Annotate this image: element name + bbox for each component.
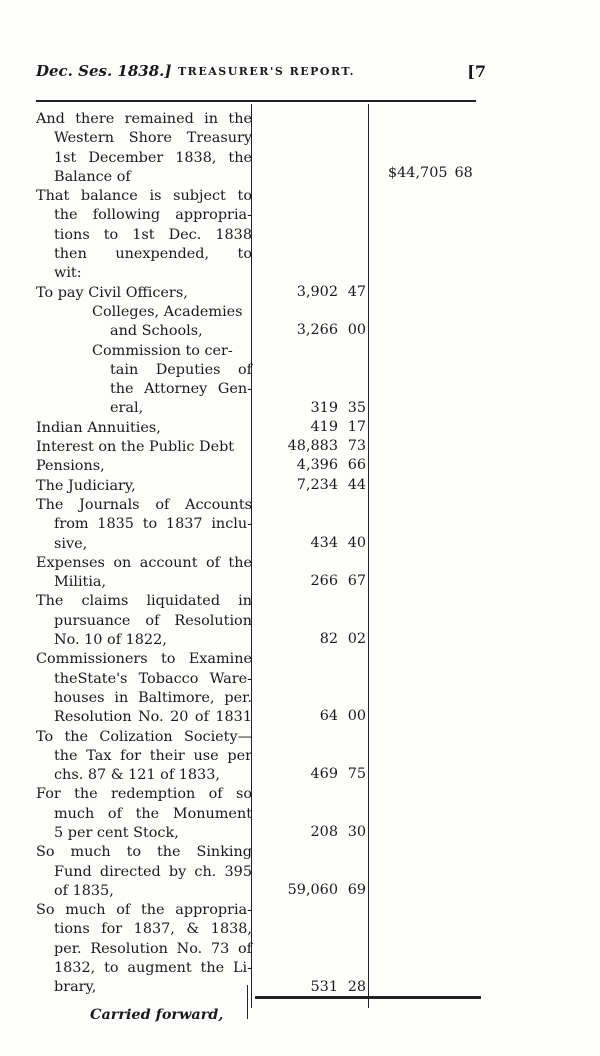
amount-cents: 73 <box>347 438 366 455</box>
text-line: 5 per cent Stock, <box>54 824 179 841</box>
text-line: tions to 1st Dec. 1838 <box>54 226 252 243</box>
amount-dollars: 208 <box>310 824 338 841</box>
amount-dollars: 469 <box>310 766 338 783</box>
text-line: Resolution No. 20 of 1831 <box>54 709 252 726</box>
text-line: Western Shore Treasury <box>54 130 252 147</box>
text-line: 1st December 1838, the <box>54 149 252 166</box>
text-line: Commissioners to Examine <box>36 651 252 668</box>
amount-dollars: 82 <box>319 631 338 648</box>
amount-cents: 44 <box>347 476 366 493</box>
balance-cents: 68 <box>454 165 473 181</box>
text-line: Indian Annuities, <box>36 419 161 436</box>
text-line: So much of the appropria- <box>36 902 252 919</box>
amount-entry <box>297 284 366 300</box>
text-line: The Journals of Accounts <box>36 496 252 513</box>
text-line: from 1835 to 1837 inclu- <box>54 516 252 533</box>
amount-cents: 00 <box>347 708 366 725</box>
text-line: For the redemption of so <box>36 786 252 803</box>
text-line: No. 10 of 1822, <box>54 632 167 649</box>
text-line: per. Resolution No. 73 of <box>54 940 252 957</box>
amount-dollars: 48,883 <box>287 438 338 455</box>
text-line: wit: <box>54 265 82 282</box>
amount-cents: 30 <box>347 824 366 841</box>
amount-entry <box>311 535 366 551</box>
amount-entry <box>288 882 366 898</box>
text-line: brary, <box>54 979 97 996</box>
column-rule-right <box>368 104 369 1008</box>
amount-dollars: 266 <box>310 573 338 590</box>
text-line: chs. 87 & 121 of 1833, <box>54 767 220 784</box>
amount-cents: 47 <box>347 283 366 300</box>
text-line: Balance of <box>54 168 131 185</box>
header-title: TREASURER'S REPORT. <box>178 65 356 78</box>
text-line: To pay Civil Officers, <box>36 284 188 301</box>
amount-dollars: 4,396 <box>296 457 338 474</box>
amount-entry <box>288 438 366 454</box>
amount-entry <box>297 477 366 493</box>
text-line: the Attorney Gen- <box>110 381 252 398</box>
text-line: Colleges, Academies <box>92 303 243 320</box>
amount-cents: 17 <box>347 418 366 435</box>
amount-cents: 00 <box>347 322 366 339</box>
amount-cents: 40 <box>347 534 366 551</box>
text-line: Pensions, <box>36 458 105 475</box>
balance-dollars: $44,705 <box>388 165 448 181</box>
header-page-number: [7 <box>467 62 486 81</box>
text-line: pursuance of Resolution <box>54 612 252 629</box>
amount-dollars: 7,234 <box>296 476 338 493</box>
header-session: Dec. Ses. 1838.] <box>36 62 172 80</box>
amount-cents: 02 <box>347 631 366 648</box>
text-line: Expenses on account of the <box>36 554 252 571</box>
amount-dollars: 434 <box>310 534 338 551</box>
amount-dollars: 419 <box>310 418 338 435</box>
text-line: of 1835, <box>54 882 114 899</box>
text-line: theState's Tobacco Ware- <box>54 670 252 687</box>
text-line: The claims liquidated in <box>36 593 252 610</box>
text-line: tions for 1837, & 1838, <box>54 921 252 938</box>
amount-entry <box>297 457 366 473</box>
amount-entry <box>311 979 366 995</box>
amount-dollars: 64 <box>319 708 338 725</box>
text-line: tain Deputies of <box>110 361 252 378</box>
amount-entry <box>320 631 366 647</box>
running-header <box>36 62 486 84</box>
text-line: then unexpended, to <box>54 246 252 263</box>
amount-cents: 35 <box>347 399 366 416</box>
amount-cents: 66 <box>347 457 366 474</box>
text-line: That balance is subject to <box>36 188 252 205</box>
amount-entry <box>311 824 366 840</box>
text-line: Commission to cer- <box>92 342 233 359</box>
text-line: Militia, <box>54 574 107 591</box>
text-line: the following appropria- <box>54 207 252 224</box>
text-line: the Tax for their use per <box>54 747 252 764</box>
amount-cents: 75 <box>347 766 366 783</box>
text-line: 1832, to augment the Li- <box>54 960 252 977</box>
amount-cents: 67 <box>347 573 366 590</box>
text-line: And there remained in the <box>36 111 252 127</box>
text-line: The Judiciary, <box>36 477 136 494</box>
sum-rule <box>255 996 481 999</box>
text-line: Fund directed by ch. 395 <box>54 863 252 880</box>
text-line: houses in Baltimore, per. <box>54 689 252 706</box>
text-line: and Schools, <box>110 323 203 340</box>
amount-entry <box>311 419 366 435</box>
text-line: sive, <box>54 535 88 552</box>
text-line: So much to the Sinking <box>36 844 252 861</box>
account-text-column <box>36 110 252 998</box>
text-line: Interest on the Public Debt <box>36 439 235 456</box>
header-rule <box>36 100 476 102</box>
balance-total <box>388 165 473 181</box>
amount-entry <box>320 708 366 724</box>
amount-cents: 69 <box>347 882 366 898</box>
amount-dollars: 3,902 <box>296 283 338 300</box>
amount-dollars: 3,266 <box>296 322 338 339</box>
amount-dollars: 319 <box>310 399 338 416</box>
amount-entry <box>311 766 366 782</box>
text-line: much of the Monument <box>54 805 252 822</box>
amount-dollars: 59,060 <box>287 882 338 898</box>
text-line: eral, <box>110 400 144 417</box>
amount-entry <box>311 400 366 416</box>
amount-dollars: 531 <box>310 978 338 995</box>
amount-entry <box>297 322 366 338</box>
text-line: To the Colization Society— <box>36 728 252 745</box>
amount-entry <box>311 573 366 589</box>
amount-cents: 28 <box>347 978 366 995</box>
carried-forward-label: Carried forward, <box>90 1006 224 1023</box>
